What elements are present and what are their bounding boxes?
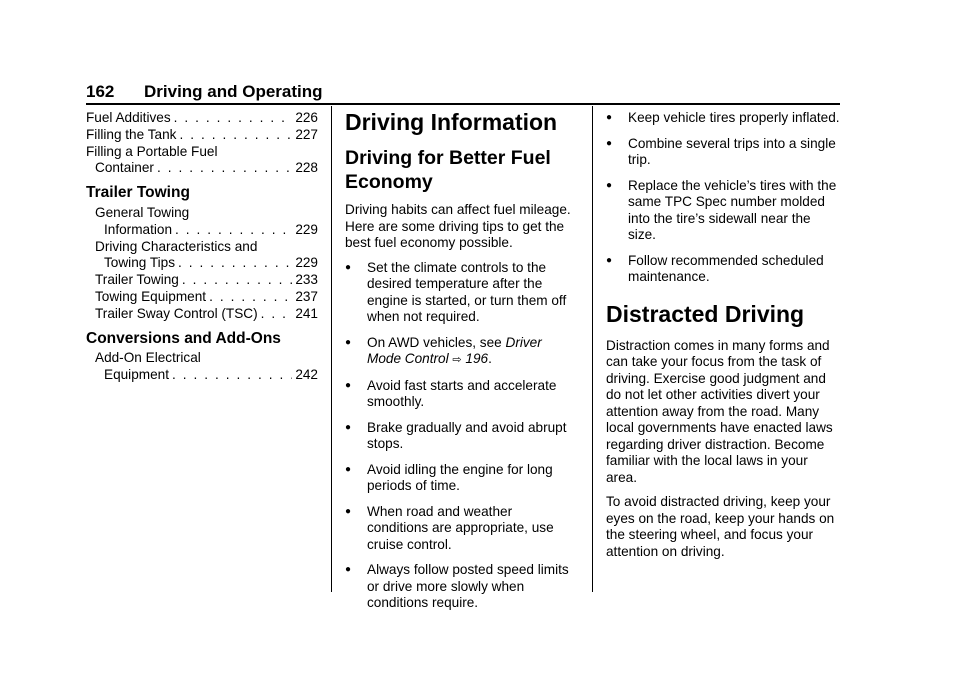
- list-item: ● Set the climate controls to the desired temperature after the engine is started, or turn them off when not required.: [345, 259, 567, 324]
- bullet-icon: ●: [345, 379, 352, 391]
- toc-column: [86, 110, 318, 384]
- bullet-icon: ●: [345, 564, 352, 575]
- toc-entry[interactable]: Add-On Electrical Equipment . . . 242: [95, 350, 318, 384]
- paragraph: Distraction comes in many forms and can take your focus from the task of driving. Exercise good judgment and do not let other activities divert your attention away from the road. Many local governments have enacted laws regarding driver distraction. Become familiar with the local laws in your area.: [606, 337, 833, 485]
- bullet-icon: ●: [345, 261, 352, 273]
- toc-entry[interactable]: General Towing Information . . . 229: [95, 205, 318, 239]
- list-item: ● Brake gradually and avoid abrupt stops.: [345, 419, 567, 451]
- column-divider-1: [331, 106, 332, 592]
- bullet-icon: ●: [606, 179, 613, 191]
- bullet-icon: ●: [606, 254, 613, 266]
- list-item: ● Avoid fast starts and accelerate smoothly.: [345, 377, 557, 409]
- toc-entry[interactable]: Trailer Towing . . . 233: [95, 272, 318, 289]
- toc-entry[interactable]: Fuel Additives . . . 226: [86, 110, 318, 127]
- subsection-heading: Driving for Better Fuel Economy: [345, 147, 551, 193]
- toc-entry[interactable]: Trailer Sway Control (TSC) . . . 241: [95, 306, 318, 323]
- bullet-icon: ●: [606, 137, 613, 149]
- list-item: ● Avoid idling the engine for long periods of time.: [345, 461, 553, 493]
- paragraph: Driving habits can affect fuel mileage. Here are some driving tips to get the best fuel economy possible.: [345, 202, 571, 250]
- toc-section-title: Trailer Towing: [86, 184, 190, 202]
- list-item: ● Always follow posted speed limits or drive more slowly when conditions require.: [345, 562, 569, 610]
- section-heading: Distracted Driving: [606, 300, 805, 327]
- list-item: ● Follow recommended scheduled maintenance.: [606, 252, 824, 284]
- bullet-icon: ●: [606, 112, 613, 123]
- paragraph: To avoid distracted driving, keep your eyes on the road, keep your hands on the steering wheel, and focus your attention on driving.: [606, 494, 835, 559]
- content-column-2: [345, 108, 577, 621]
- column-divider-2: [592, 106, 593, 592]
- toc-entry[interactable]: Filling a Portable Fuel Container . . . 228: [86, 144, 318, 178]
- bullet-icon: ●: [345, 336, 352, 348]
- toc-entry[interactable]: Towing Equipment . . . 237: [95, 289, 318, 306]
- list-item: ● Combine several trips into a single trip.: [606, 135, 836, 167]
- chapter-title: Driving and Operating: [144, 82, 323, 101]
- toc-entry[interactable]: Driving Characteristics and Towing Tips . . . 229: [95, 239, 318, 273]
- section-heading: Driving Information: [345, 109, 558, 135]
- list-item: ● On AWD vehicles, see Driver Mode Control ⇨ 196.: [345, 335, 577, 369]
- page-ref-link[interactable]: 196: [465, 351, 489, 366]
- list-item: ● Replace the vehicle’s tires with the same TPC Spec number molded into the tire’s sidewall near the size.: [606, 177, 837, 242]
- content-column-3: [606, 110, 840, 568]
- page-number: 162: [86, 82, 115, 101]
- toc-entry[interactable]: Filling the Tank . . . 227: [86, 127, 318, 144]
- bullet-icon: ●: [345, 421, 352, 433]
- page-ref-arrow-icon: ⇨: [452, 354, 462, 366]
- driver-mode-control-link[interactable]: Driver Mode Control: [367, 334, 542, 366]
- list-item: ● When road and weather conditions are appropriate, use cruise control.: [345, 503, 554, 552]
- list-item: ● Keep vehicle tires properly inflated.: [606, 110, 840, 125]
- toc-section-title: Conversions and Add-Ons: [86, 329, 281, 347]
- header-rule: [86, 103, 840, 105]
- page-header: [86, 82, 323, 102]
- bullet-icon: ●: [345, 463, 352, 475]
- bullet-icon: ●: [345, 505, 352, 517]
